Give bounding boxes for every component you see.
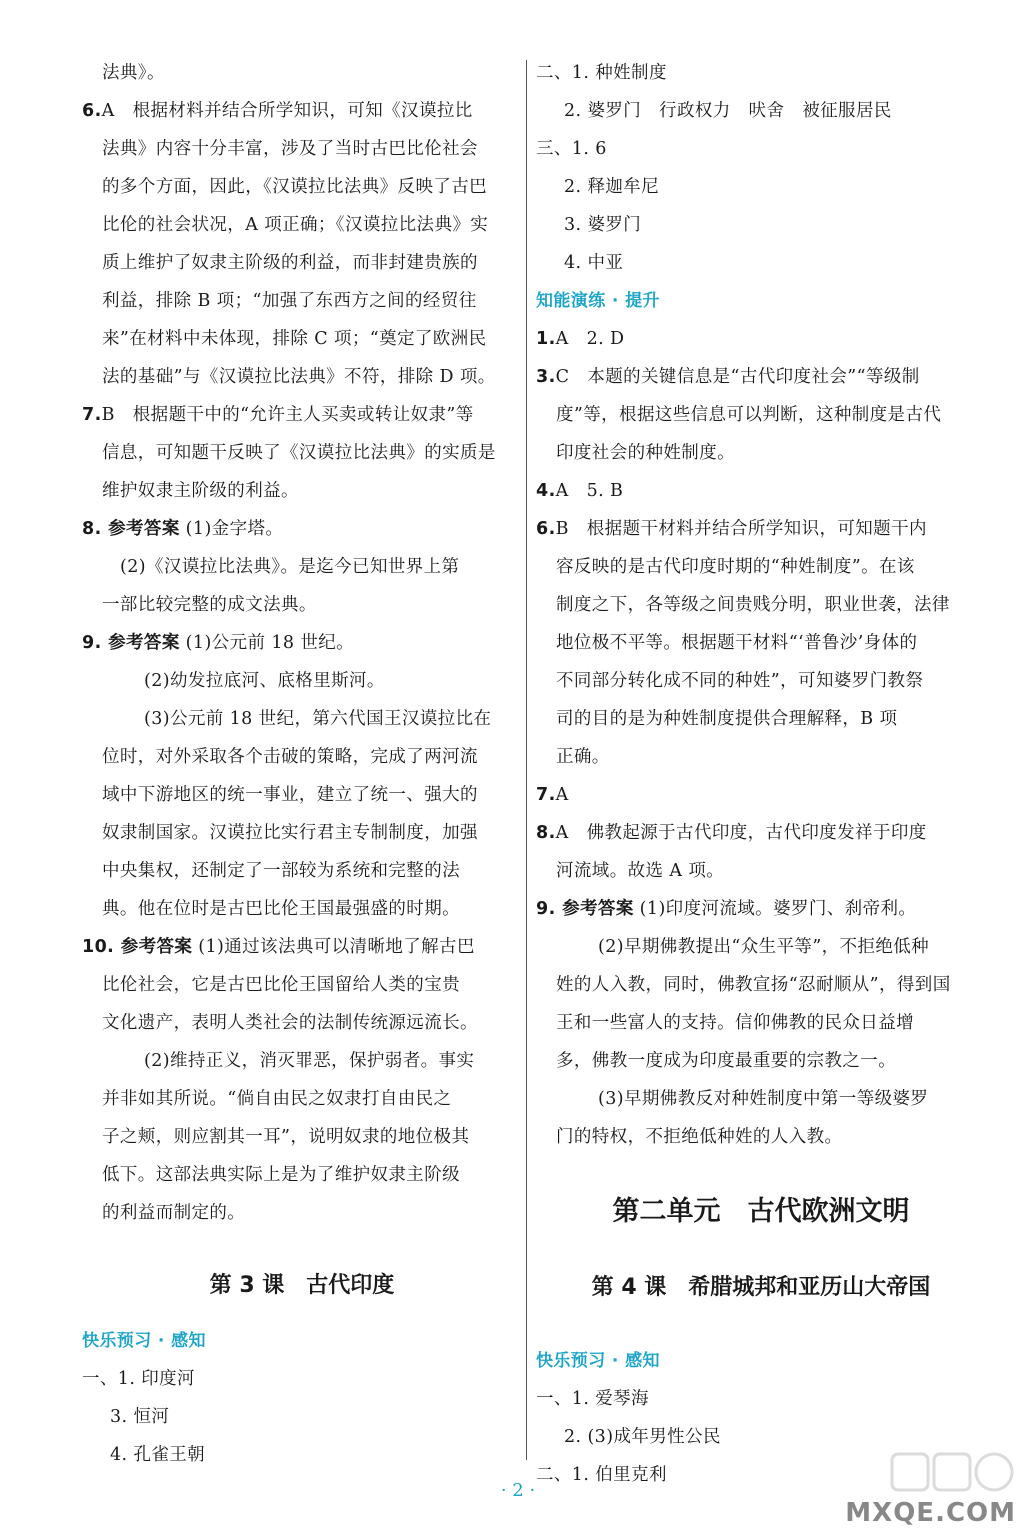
line-text: (3)公元前 18 世纪，第六代国王汉谟拉比在 bbox=[144, 709, 492, 729]
question-number: 6. bbox=[82, 101, 102, 121]
lesson3-title: 第 3 课 古代印度 bbox=[209, 1273, 395, 1298]
text-line bbox=[536, 244, 986, 282]
line-text: 质上维护了奴隶主阶级的利益，而非封建贵族的 bbox=[102, 253, 478, 273]
line-text: 司的目的是为种姓制度提供合理解释，B 项 bbox=[556, 709, 898, 729]
text-line bbox=[82, 206, 522, 244]
text-line bbox=[536, 1080, 986, 1118]
question-number: 8. 参考答案 bbox=[82, 519, 180, 539]
line-text: 位时，对外采取各个击破的策略，完成了两河流 bbox=[102, 747, 478, 767]
lesson4-section-heading: 快乐预习 · 感知 bbox=[536, 1351, 660, 1371]
text-line bbox=[536, 548, 986, 586]
line-text: C 本题的关键信息是“古代印度社会”“等级制 bbox=[555, 367, 920, 387]
text-line bbox=[536, 624, 986, 662]
text-line bbox=[82, 776, 522, 814]
line-text: 2. 释迦牟尼 bbox=[564, 177, 660, 197]
right-column bbox=[536, 54, 986, 1494]
question-number: 9. 参考答案 bbox=[82, 633, 180, 653]
text-line bbox=[82, 966, 522, 1004]
line-text: (1)金字塔。 bbox=[179, 519, 284, 539]
text-line bbox=[536, 1380, 986, 1418]
text-line bbox=[536, 472, 986, 510]
line-text: 一、1. 爱琴海 bbox=[536, 1389, 649, 1409]
text-line bbox=[536, 54, 986, 92]
text-line bbox=[82, 852, 522, 890]
text-line bbox=[536, 852, 986, 890]
text-line bbox=[536, 1004, 986, 1042]
question-number: 8. bbox=[536, 823, 556, 843]
text-line bbox=[82, 434, 522, 472]
line-text: 4. 中亚 bbox=[564, 253, 624, 273]
line-text: 正确。 bbox=[556, 747, 610, 767]
line-text: 来”在材料中未体现，排除 C 项；“奠定了欧洲民 bbox=[102, 329, 487, 349]
line-text: A bbox=[555, 785, 569, 805]
text-line bbox=[536, 130, 986, 168]
line-text: 低下。这部法典实际上是为了维护奴隶主阶级 bbox=[102, 1165, 460, 1185]
line-text: 典。他在位时是古巴比伦王国最强盛的时期。 bbox=[102, 899, 460, 919]
text-line bbox=[536, 510, 986, 548]
text-line bbox=[82, 548, 522, 586]
text-line bbox=[82, 662, 522, 700]
line-text: (1)印度河流域。婆罗门、刹帝利。 bbox=[633, 899, 917, 919]
line-text: 门的特权，不拒绝低种姓的人入教。 bbox=[556, 1127, 843, 1147]
line-text: A 佛教起源于古代印度，古代印度发祥于印度 bbox=[555, 823, 927, 843]
text-line bbox=[536, 814, 986, 852]
text-line bbox=[536, 434, 986, 472]
line-text: A 5. B bbox=[555, 481, 624, 501]
question-number: 3. bbox=[536, 367, 556, 387]
line-text: 域中下游地区的统一事业，建立了统一、强大的 bbox=[102, 785, 478, 805]
text-line bbox=[82, 586, 522, 624]
text-line bbox=[82, 358, 522, 396]
text-line bbox=[536, 358, 986, 396]
question-number: 10. 参考答案 bbox=[82, 937, 193, 957]
text-line bbox=[82, 624, 522, 662]
line-text: 维护奴隶主阶级的利益。 bbox=[102, 481, 299, 501]
question-number: 4. bbox=[536, 481, 556, 501]
left-column bbox=[82, 54, 522, 1474]
text-line bbox=[82, 320, 522, 358]
lesson4-title: 第 4 课 希腊城邦和亚历山大帝国 bbox=[591, 1275, 931, 1300]
text-line bbox=[82, 1156, 522, 1194]
text-line bbox=[82, 1004, 522, 1042]
text-line bbox=[82, 1398, 522, 1436]
left-answer-lines bbox=[82, 54, 522, 1232]
line-text: 一部比较完整的成文法典。 bbox=[102, 595, 317, 615]
text-line bbox=[82, 472, 522, 510]
line-text: A 根据材料并结合所学知识，可知《汉谟拉比 bbox=[101, 101, 473, 121]
line-text: 法典》。 bbox=[102, 63, 165, 83]
line-text: 不同部分转化成不同的种姓”，可知婆罗门教祭 bbox=[556, 671, 924, 691]
line-text: 的多个方面，因此，《汉谟拉比法典》反映了古巴 bbox=[102, 177, 488, 197]
line-text: 2. 婆罗门 行政权力 吠舍 被征服居民 bbox=[564, 101, 892, 121]
line-text: 3. 婆罗门 bbox=[564, 215, 642, 235]
text-line bbox=[82, 1042, 522, 1080]
text-line bbox=[536, 776, 986, 814]
line-text: 王和一些富人的支持。信仰佛教的民众日益增 bbox=[556, 1013, 914, 1033]
right-top-lines bbox=[536, 54, 986, 282]
text-line bbox=[82, 1194, 522, 1232]
line-text: 地位极不平等。根据题干材料“‘普鲁沙’身体的 bbox=[556, 633, 918, 653]
line-text: 容反映的是古代印度时期的“种姓制度”。在该 bbox=[556, 557, 915, 577]
line-text: 三、1. 6 bbox=[536, 139, 607, 159]
line-text: 中央集权，还制定了一部较为系统和完整的法 bbox=[102, 861, 460, 881]
line-text: B 根据题干材料并结合所学知识，可知题干内 bbox=[555, 519, 927, 539]
text-line bbox=[536, 320, 986, 358]
line-text: 印度社会的种姓制度。 bbox=[556, 443, 735, 463]
question-number: 7. bbox=[536, 785, 556, 805]
text-line bbox=[82, 1436, 522, 1474]
line-text: (2)幼发拉底河、底格里斯河。 bbox=[144, 671, 385, 691]
line-text: 姓的人入教，同时，佛教宣扬“忍耐顺从”，得到国 bbox=[556, 975, 951, 995]
text-line bbox=[536, 890, 986, 928]
line-text: (2)早期佛教提出“众生平等”，不拒绝低种 bbox=[598, 937, 930, 957]
text-line bbox=[536, 206, 986, 244]
line-text: 4. 孔雀王朝 bbox=[110, 1445, 206, 1465]
line-text: 二、1. 伯里克利 bbox=[536, 1465, 667, 1485]
text-line bbox=[536, 1118, 986, 1156]
line-text: 法的基础”与《汉谟拉比法典》不符，排除 D 项。 bbox=[102, 367, 496, 387]
text-line bbox=[82, 510, 522, 548]
line-text: 河流域。故选 A 项。 bbox=[556, 861, 725, 881]
line-text: (1)通过该法典可以清晰地了解古巴 bbox=[192, 937, 475, 957]
text-line bbox=[536, 1042, 986, 1080]
page-number: · 2 · bbox=[500, 1480, 536, 1501]
text-line bbox=[82, 1080, 522, 1118]
text-line bbox=[536, 966, 986, 1004]
line-text: 利益，排除 B 项；“加强了东西方之间的经贸往 bbox=[102, 291, 477, 311]
text-line bbox=[82, 130, 522, 168]
line-text: 的利益而制定的。 bbox=[102, 1203, 246, 1223]
line-text: 比伦社会，它是古巴比伦王国留给人类的宝贵 bbox=[102, 975, 460, 995]
text-line bbox=[82, 890, 522, 928]
line-text: 子之颊，则应割其一耳”，说明奴隶的地位极其 bbox=[102, 1127, 470, 1147]
text-line bbox=[536, 928, 986, 966]
line-text: 并非如其所说。“倘自由民之奴隶打自由民之 bbox=[102, 1089, 452, 1109]
line-text: 多，佛教一度成为印度最重要的宗教之一。 bbox=[556, 1051, 897, 1071]
text-line bbox=[536, 738, 986, 776]
text-line bbox=[82, 1360, 522, 1398]
text-line bbox=[82, 1118, 522, 1156]
question-number: 7. bbox=[82, 405, 102, 425]
text-line bbox=[536, 168, 986, 206]
line-text: 一、1. 印度河 bbox=[82, 1369, 195, 1389]
question-number: 9. 参考答案 bbox=[536, 899, 634, 919]
right-section-heading: 知能演练 · 提升 bbox=[536, 291, 660, 311]
line-text: 度”等，根据这些信息可以判断，这种制度是古代 bbox=[556, 405, 942, 425]
text-line bbox=[82, 282, 522, 320]
text-line bbox=[82, 700, 522, 738]
line-text: 法典》内容十分丰富，涉及了当时古巴比伦社会 bbox=[102, 139, 478, 159]
unit2-title: 第二单元 古代欧洲文明 bbox=[612, 1196, 910, 1227]
line-text: (2)《汉谟拉比法典》。是迄今已知世界上第 bbox=[120, 557, 460, 577]
column-divider bbox=[526, 60, 527, 1460]
lesson3-lines bbox=[82, 1360, 522, 1474]
line-text: (3)早期佛教反对种姓制度中第一等级婆罗 bbox=[598, 1089, 929, 1109]
text-line bbox=[536, 396, 986, 434]
lesson3-section-heading: 快乐预习 · 感知 bbox=[82, 1331, 206, 1351]
text-line bbox=[82, 396, 522, 434]
text-line bbox=[536, 586, 986, 624]
line-text: 3. 恒河 bbox=[110, 1407, 170, 1427]
text-line bbox=[82, 92, 522, 130]
line-text: (1)公元前 18 世纪。 bbox=[179, 633, 355, 653]
right-answer-lines bbox=[536, 320, 986, 1156]
text-line bbox=[82, 738, 522, 776]
text-line bbox=[82, 168, 522, 206]
line-text: 信息，可知题干反映了《汉谟拉比法典》的实质是 bbox=[102, 443, 496, 463]
question-number: 1. bbox=[536, 329, 556, 349]
text-line bbox=[536, 662, 986, 700]
text-line bbox=[82, 814, 522, 852]
question-number: 6. bbox=[536, 519, 556, 539]
line-text: (2)维持正义，消灭罪恶，保护弱者。事实 bbox=[144, 1051, 475, 1071]
line-text: 比伦的社会状况，A 项正确；《汉谟拉比法典》实 bbox=[102, 215, 489, 235]
line-text: 2. (3)成年男性公民 bbox=[564, 1427, 721, 1447]
text-line bbox=[82, 54, 522, 92]
line-text: 奴隶制国家。汉谟拉比实行君主专制制度，加强 bbox=[102, 823, 478, 843]
line-text: 制度之下，各等级之间贵贱分明，职业世袭，法律 bbox=[556, 595, 950, 615]
text-line bbox=[536, 700, 986, 738]
line-text: 文化遗产，表明人类社会的法制传统源远流长。 bbox=[102, 1013, 478, 1033]
line-text: B 根据题干中的“允许主人买卖或转让奴隶”等 bbox=[101, 405, 474, 425]
text-line bbox=[82, 244, 522, 282]
line-text: 二、1. 种姓制度 bbox=[536, 63, 667, 83]
text-line bbox=[536, 92, 986, 130]
text-line bbox=[82, 928, 522, 966]
line-text: A 2. D bbox=[555, 329, 625, 349]
watermark-text: MXQE.COM bbox=[845, 1498, 1016, 1528]
